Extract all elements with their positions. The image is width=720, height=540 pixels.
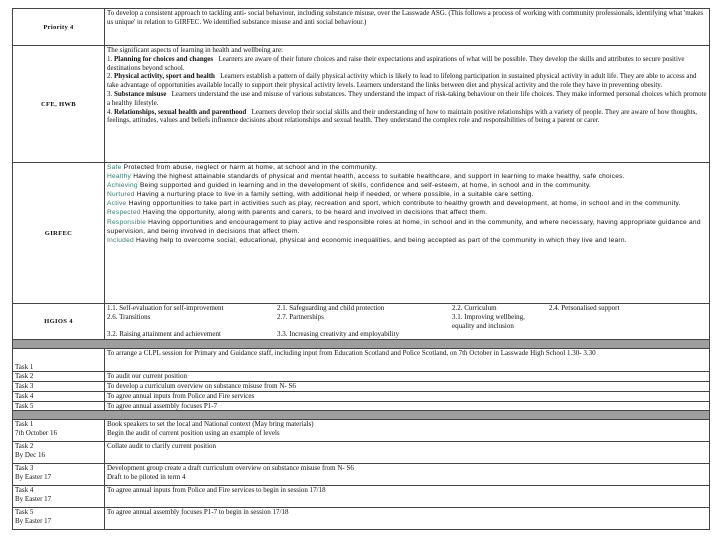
task-row [13,349,710,372]
cfe-item-title: Planning for choices and changes [114,54,214,63]
girfec-word: Included [107,236,134,244]
girfec-text: Protected from abuse, neglect or harm at home, at school and in the community. [123,164,378,171]
task-text: To audit our current position [105,372,710,382]
girfec-word: Responsible [107,218,147,226]
timeline-row [13,486,710,508]
cfe-item [107,90,707,108]
cfe-item-text: Learners understand the use and misuse of various substances. They understand the impact of risk-taking behaviour on their life choices. They make informed personal choices which promote a healthy lifestyle. [107,89,707,107]
girfec-word: Safe [107,164,122,171]
timeline-action: To agree annual inputs from Police and Fire services to begin in session 17/18 [107,486,326,495]
hgios-content [105,304,710,340]
hgios-item: 3.1. Improving wellbeing, equality and inclusion [452,312,525,330]
priority-row [13,9,710,46]
task-row [13,391,710,401]
timeline-row [13,442,710,464]
hgios-item: 2.2. Curriculum [452,304,497,312]
timeline-action: Collate audit to clarify current position [107,442,217,451]
girfec-text: Having opportunities to take part in activities such as play, recreation and sport, which contribute to healthy growth and development, at home, in school and in the community. [128,200,681,208]
hgios-item [549,313,699,331]
girfec-item [107,208,707,217]
girfec-item [107,172,707,181]
timeline-cell [13,486,105,508]
cfe-label: CFE, HWB [13,46,105,163]
girfec-item [107,190,707,199]
hgios-item [452,330,549,339]
timeline-cell [13,464,105,486]
timeline-date: By Dec 16 [15,450,45,459]
timeline-row [13,508,710,530]
hgios-item: 3.2. Raising attainment and achievement [107,330,221,339]
girfec-text: Having the opportunity, along with parents and carers, to be heard and involved in decisions that affect them. [142,209,488,217]
girfec-text: Having a nurturing place to live in a family setting, with additional help if needed, or where possible, in a suitable care setting. [136,191,534,199]
hgios-item: 2.4. Personalised support [549,304,620,312]
timeline-actions [105,486,710,508]
plan-document [12,8,710,530]
priority-text: To develop a consistent approach to tackling anti- social behaviour, including substance misuse, over the Lasswade ASG. (This follows a process of working with community professionals, identifying what 'makes us unique' in relation to GIRFEC. We identified substance misuse and anti social behaviour.) [105,9,710,46]
timeline-actions [105,508,710,530]
girfec-item [107,199,707,208]
cfe-item-number: 1. [107,54,113,63]
girfec-text: Having opportunities and encouragement to play active and responsible roles at home, in school and in the community, and where necessary, having appropriate guidance and supervision, and being involved in decisions that affect them. [107,218,701,235]
girfec-word: Nurtured [107,191,135,199]
cfe-intro: The significant aspects of learning in health and wellbeing are: [107,46,283,54]
cfe-item-title: Physical activity, sport and health [114,72,215,81]
girfec-label: GIRFEC [13,163,105,304]
task-label: Task 2 [13,372,105,382]
hgios-item: 2.6. Transitions [107,312,151,321]
task-text: To agree annual assembly focuses P1-7 [105,401,710,411]
girfec-row [13,163,710,304]
girfec-text: Having help to overcome social, educational, physical and economic inequalities, and being accepted as part of the community in which they live and learn. [136,236,627,244]
girfec-item [107,236,707,245]
cfe-item [107,55,707,73]
hgios-row [13,304,710,340]
task-text: To arrange a CLPL session for Primary and Guidance staff, including input from Education Scotland and Police Scotland, on 7th October in Lasswade High School 1.30- 3.30 [105,349,710,372]
girfec-item [107,163,707,172]
girfec-text: Having the highest attainable standards of physical and mental health, access to suitable healthcare, and support in learning to make healthy, safe choices. [133,173,625,181]
timeline-cell [13,508,105,530]
girfec-item [107,218,707,236]
timeline-actions [105,464,710,486]
cfe-item-text: Learners are aware of their future choices and raise their expectations and aspirations of what will be possible. They develop the skills and attributes to secure positive destinations beyond school. [107,54,685,72]
task-text: To develop a curriculum overview on substance misuse from N- S6 [105,381,710,391]
task-label: Task 1 [13,349,105,372]
section-separator [13,411,710,420]
cfe-content [105,46,710,163]
cfe-item-number: 4. [107,107,113,116]
timeline-row [13,420,710,442]
cfe-item-title: Substance misuse [114,89,167,98]
hgios-item: 3.3. Increasing creativity and employability [277,330,400,339]
cfe-item-title: Relationships, sexual health and parenthood [114,107,247,116]
timeline-action: Begin the audit of current position using an example of levels [107,429,280,438]
timeline-task-label: Task 5 [15,508,34,517]
timeline-action: Draft to be piloted in term 4 [107,473,186,482]
timeline-row [13,464,710,486]
cfe-row [13,46,710,163]
cfe-item [107,108,707,126]
priority-label: Priority 4 [13,9,105,46]
task-row [13,372,710,382]
timeline-actions [105,442,710,464]
timeline-date: By Easter 17 [15,494,52,503]
timeline-date: By Easter 17 [15,472,52,481]
timeline-date: By Easter 17 [15,516,52,525]
task-row [13,401,710,411]
girfec-content [105,163,710,304]
timeline-task-label: Task 3 [15,464,34,473]
girfec-word: Healthy [107,173,132,181]
task-text: To agree annual inputs from Police and Fire services [105,391,710,401]
hgios-item: 2.7. Partnerships [277,312,324,321]
girfec-word: Achieving [107,182,138,190]
cfe-item-text: Learners establish a pattern of daily physical activity which is likely to lead to lifelong participation in sustained physical activity in adult life. They are able to access and take advantage of opportunities available locally to support their physical activity levels. Learners understand the links between diet and physical activity and the role they have in preventing obesity. [107,72,697,90]
girfec-item [107,181,707,190]
timeline-task-label: Task 2 [15,442,34,451]
hgios-grid [107,304,707,339]
cfe-item-number: 2. [107,72,113,81]
hgios-item: 2.1. Safeguarding and child protection [277,304,385,312]
timeline-cell [13,442,105,464]
timeline-action: To agree annual assembly focuses P1-7 to begin in session 17/18 [107,508,289,517]
cfe-item [107,72,707,90]
girfec-text: Being supported and guided in learning and in the development of skills, confidence and self-esteem, at home, in school and in the community. [139,182,592,190]
task-label: Task 4 [13,391,105,401]
hgios-item [549,330,699,339]
timeline-action: Development group create a draft curriculum overview on substance misuse from N- S6 [107,464,354,473]
task-row [13,381,710,391]
section-separator [13,340,710,349]
hgios-label: HGIOS 4 [13,304,105,340]
timeline-task-label: Task 4 [15,486,34,495]
timeline-action: Book speakers to set the local and National context (May bring materials) [107,420,314,429]
timeline-date: 7th October 16 [15,428,57,437]
hgios-item: 1.1. Self-evaluation for self-improvement [107,304,224,312]
timeline-actions [105,420,710,442]
girfec-word: Active [107,200,127,208]
timeline-task-label: Task 1 [15,420,34,429]
cfe-item-number: 3. [107,89,113,98]
task-label: Task 3 [13,381,105,391]
cfe-item-text: Learners develop their social skills and their understanding of how to maintain positive relationships with a variety of people. They are aware of how thoughts, feelings, attitudes, values and beliefs influence decisions about relationships and sexual health. They understand the complex role and responsibilities of being a parent or carer. [107,107,697,125]
improvement-plan-table [12,8,710,530]
girfec-word: Respected [107,209,141,217]
timeline-cell [13,420,105,442]
task-label: Task 5 [13,401,105,411]
